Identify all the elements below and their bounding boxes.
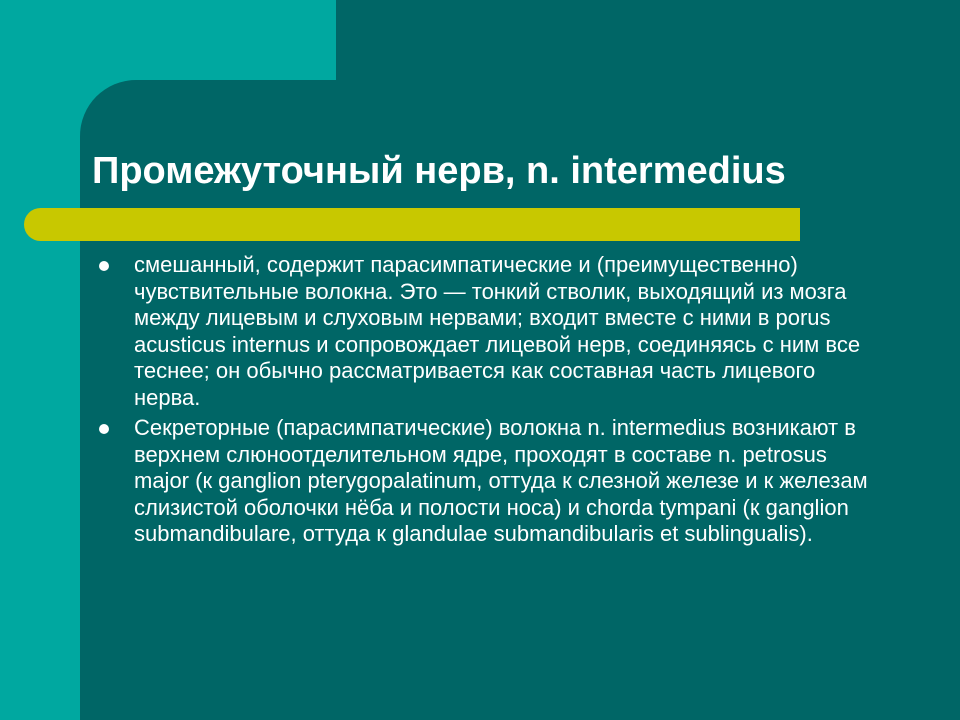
title-accent-bar <box>24 208 800 241</box>
bullet-dot-icon <box>99 424 109 434</box>
bullet-list <box>98 252 880 552</box>
bullet-item-2 <box>98 415 880 548</box>
slide-title: Промежуточный нерв, n. intermedius <box>92 150 786 192</box>
bullet-dot-icon <box>99 261 109 271</box>
bullet-text-1: смешанный, содержит парасимпатические и (преимущественно) чувствительные волокна. Это — тонкий стволик, выходящий из мозга между лицевым и слуховым нервами; входит вместе с ними в porus acusticus internus и сопровождает лицевой нерв, соединяясь с ним все теснее; он обычно рассматривается как составная часть лицевого нерва. <box>134 252 861 410</box>
bullet-item-1 <box>98 252 880 411</box>
bullet-text-2: Секреторные (парасимпатические) волокна n. intermedius возникают в верхнем слюноотделительном ядре, проходят в составе n. petrosus major (к ganglion pterygopalatinum, оттуда к слезной железе и к железам слизистой оболочки нёба и полости носа) и chorda tympani (к ganglion submandibulare, оттуда к glandulae submandibularis et sublingualis). <box>134 415 868 546</box>
